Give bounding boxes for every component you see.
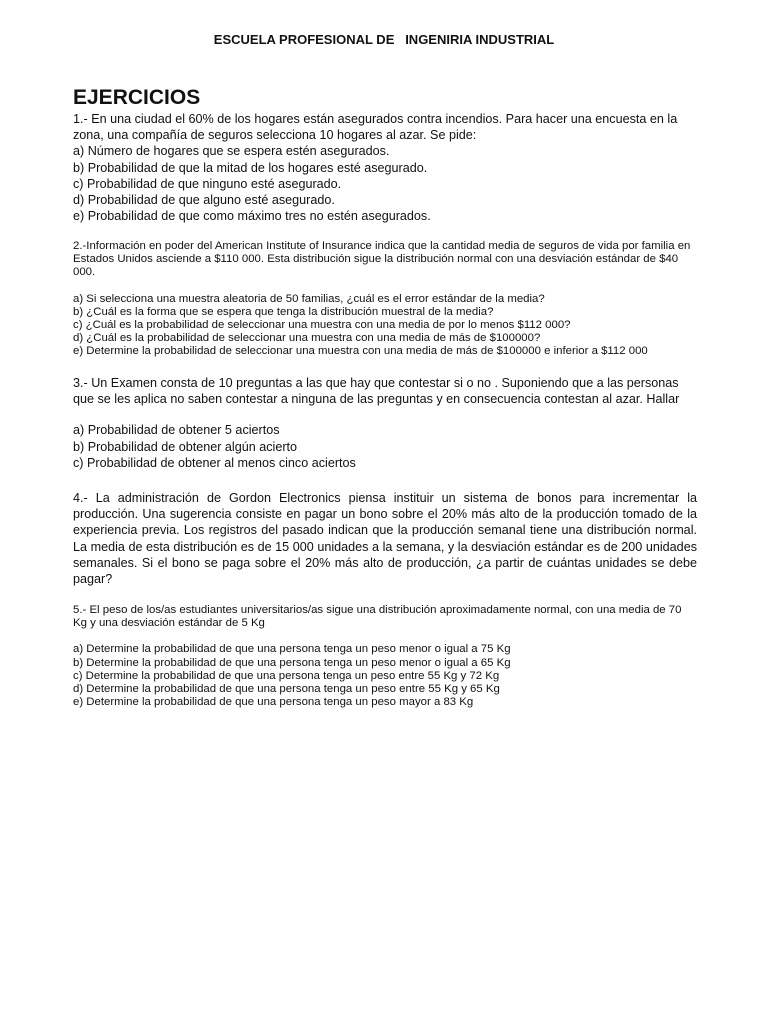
exercise-1-item-c: c) Probabilidad de que ninguno esté asegurado.	[73, 176, 342, 191]
exercise-5-intro: 5.- El peso de los/as estudiantes universitarios/as sigue una distribución aproximadamente normal, con una media de 70 Kg y una desviación estándar de 5 Kg	[73, 604, 682, 630]
exercise-4	[73, 490, 697, 587]
exercise-2-item-c: c) ¿Cuál es la probabilidad de seleccionar una muestra con una media de por lo menos $112 000?	[73, 319, 571, 332]
exercise-1-item-e: e) Probabilidad de que como máximo tres no estén asegurados.	[73, 209, 431, 224]
exercise-5-item-d: d) Determine la probabilidad de que una persona tenga un peso entre 55 Kg y 65 Kg	[73, 683, 500, 696]
exercise-5-item-b: b) Determine la probabilidad de que una persona tenga un peso menor o igual a 65 Kg	[73, 656, 511, 669]
exercise-1-item-b: b) Probabilidad de que la mitad de los hogares esté asegurado.	[73, 160, 428, 175]
exercise-3	[73, 375, 697, 471]
exercise-2-intro: 2.-Información en poder del American Institute of Insurance indica que la cantidad media de seguros de vida por familia en Estados Unidos asciende a $110 000. Esta distribución sigue la distribución normal con una desviación estándar de $40 000.	[73, 240, 691, 279]
exercise-1-item-d: d) Probabilidad de que alguno esté asegurado.	[73, 193, 335, 208]
page-title: EJERCICIOS	[73, 86, 201, 109]
exercise-3-intro: 3.- Un Examen consta de 10 preguntas a las que hay que contestar si o no . Suponiendo que a las personas que se les aplica no saben contestar a ninguna de las preguntas y en consecuencia contestan al azar. Hallar	[73, 376, 680, 407]
exercise-5	[73, 604, 697, 709]
exercise-2-item-d: d) ¿Cuál es la probabilidad de seleccionar una muestra con una media de más de $100000?	[73, 332, 541, 345]
exercise-5-item-a: a) Determine la probabilidad de que una persona tenga un peso menor o igual a 75 Kg	[73, 643, 511, 656]
exercise-2-item-e: e) Determine la probabilidad de seleccionar una muestra con una media de más de $100000 e inferior a $112 000	[73, 345, 648, 358]
exercise-5-item-c: c) Determine la probabilidad de que una persona tenga un peso entre 55 Kg y 72 Kg	[73, 669, 500, 682]
exercise-1	[73, 111, 697, 224]
document-header: ESCUELA PROFESIONAL DE INGENIRIA INDUSTRIAL	[213, 32, 555, 47]
exercise-1-intro: 1.- En una ciudad el 60% de los hogares están asegurados contra incendios. Para hacer una encuesta en la zona, una compañía de seguros selecciona 10 hogares al azar. Se pide:	[73, 112, 678, 143]
exercise-4-intro: 4.- La administración de Gordon Electronics piensa instituir un sistema de bonos para incrementar la producción. Una sugerencia consiste en pagar un bono sobre el 20% más alto de la producción tomado de la experiencia previa. Los registros del pasado indican que la producción semanal tiene una distribución normal. La media de esta distribución es de 15 000 unidades a la semana, y la desviación estándar es de 200 unidades semanales. Si el bono se paga sobre el 20% más alto de producción, ¿a partir de cuántas unidades se debe pagar?	[73, 491, 697, 587]
exercise-2-item-a: a) Si selecciona una muestra aleatoria de 50 familias, ¿cuál es el error estándar de la media?	[73, 292, 545, 305]
exercise-3-item-a: a) Probabilidad de obtener 5 aciertos	[73, 423, 280, 438]
exercise-5-item-e: e) Determine la probabilidad de que una persona tenga un peso mayor a 83 Kg	[73, 696, 474, 709]
exercise-3-item-b: b) Probabilidad de obtener algún acierto	[73, 439, 298, 454]
exercise-2-item-b: b) ¿Cuál es la forma que se espera que tenga la distribución muestral de la media?	[73, 305, 494, 318]
exercise-2	[73, 240, 697, 359]
exercise-1-item-a: a) Número de hogares que se espera estén asegurados.	[73, 144, 390, 159]
exercise-3-item-c: c) Probabilidad de obtener al menos cinco aciertos	[73, 455, 356, 470]
